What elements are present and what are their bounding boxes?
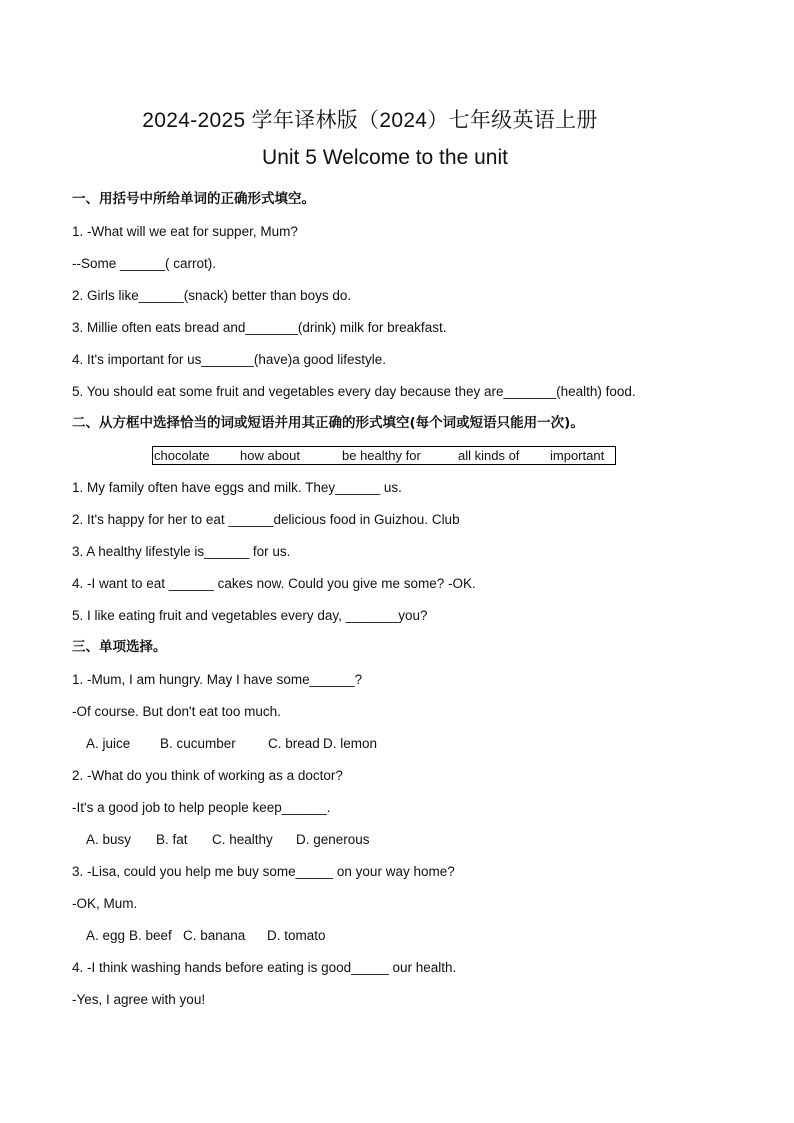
section2-line: 3. A healthy lifestyle is______ for us. <box>72 544 291 559</box>
question-reply: -Yes, I agree with you! <box>72 992 206 1007</box>
section2-line: 5. I like eating fruit and vegetables every day, _______you? <box>72 608 428 623</box>
question-reply: -Of course. But don't eat too much. <box>72 704 281 719</box>
question-options <box>86 927 326 945</box>
option: B. fat <box>156 832 188 847</box>
option: D. lemon <box>323 736 378 751</box>
section2-heading: 二、从方框中选择恰当的词或短语并用其正确的形式填空(每个词或短语只能用一次)。 <box>72 415 584 431</box>
word-box-item: important <box>550 448 605 463</box>
section1-line: --Some ______( carrot). <box>72 256 217 271</box>
section1-line: 3. Millie often eats bread and_______(drink) milk for breakfast. <box>72 320 447 335</box>
section1-line: 5. You should eat some fruit and vegetables every day because they are_______(health) food. <box>72 384 636 399</box>
question-reply: -It's a good job to help people keep______. <box>72 800 331 815</box>
section1-line: 2. Girls like______(snack) better than boys do. <box>72 288 352 303</box>
option: C. healthy <box>212 832 273 847</box>
option: C. bread <box>268 736 320 751</box>
question-stem: 3. -Lisa, could you help me buy some_____ on your way home? <box>72 864 455 879</box>
word-box-item: all kinds of <box>458 448 520 463</box>
question-stem: 4. -I think washing hands before eating is good_____ our health. <box>72 960 457 975</box>
section2-line: 4. -I want to eat ______ cakes now. Could you give me some? -OK. <box>72 576 476 591</box>
section2-line: 2. It's happy for her to eat ______delicious food in Guizhou. Club <box>72 512 460 527</box>
option: A. juice <box>86 736 131 751</box>
option: A. busy <box>86 832 132 847</box>
word-box-item: chocolate <box>154 448 210 463</box>
page-title: 2024-2025 学年译林版（2024）七年级英语上册 <box>142 109 598 132</box>
question-reply: -OK, Mum. <box>72 896 138 911</box>
question-stem: 1. -Mum, I am hungry. May I have some______? <box>72 672 363 687</box>
question-options <box>86 831 370 849</box>
option: C. banana <box>183 928 246 943</box>
word-box-item: how about <box>240 448 300 463</box>
section1-line: 4. It's important for us_______(have)a good lifestyle. <box>72 352 387 367</box>
option: A. egg <box>86 928 126 943</box>
question-options <box>86 735 377 753</box>
section3-heading: 三、单项选择。 <box>72 639 167 655</box>
question-stem: 2. -What do you think of working as a doctor? <box>72 768 343 783</box>
page-subtitle: Unit 5 Welcome to the unit <box>262 146 508 169</box>
section2-line: 1. My family often have eggs and milk. They______ us. <box>72 480 402 495</box>
word-box <box>152 446 616 465</box>
option: B. cucumber <box>160 736 236 751</box>
section1-heading: 一、用括号中所给单词的正确形式填空。 <box>72 191 315 207</box>
option: B. beef <box>129 928 172 943</box>
option: D. tomato <box>267 928 326 943</box>
option: D. generous <box>296 832 370 847</box>
section1-line: 1. -What will we eat for supper, Mum? <box>72 224 298 239</box>
word-box-item: be healthy for <box>342 448 421 463</box>
